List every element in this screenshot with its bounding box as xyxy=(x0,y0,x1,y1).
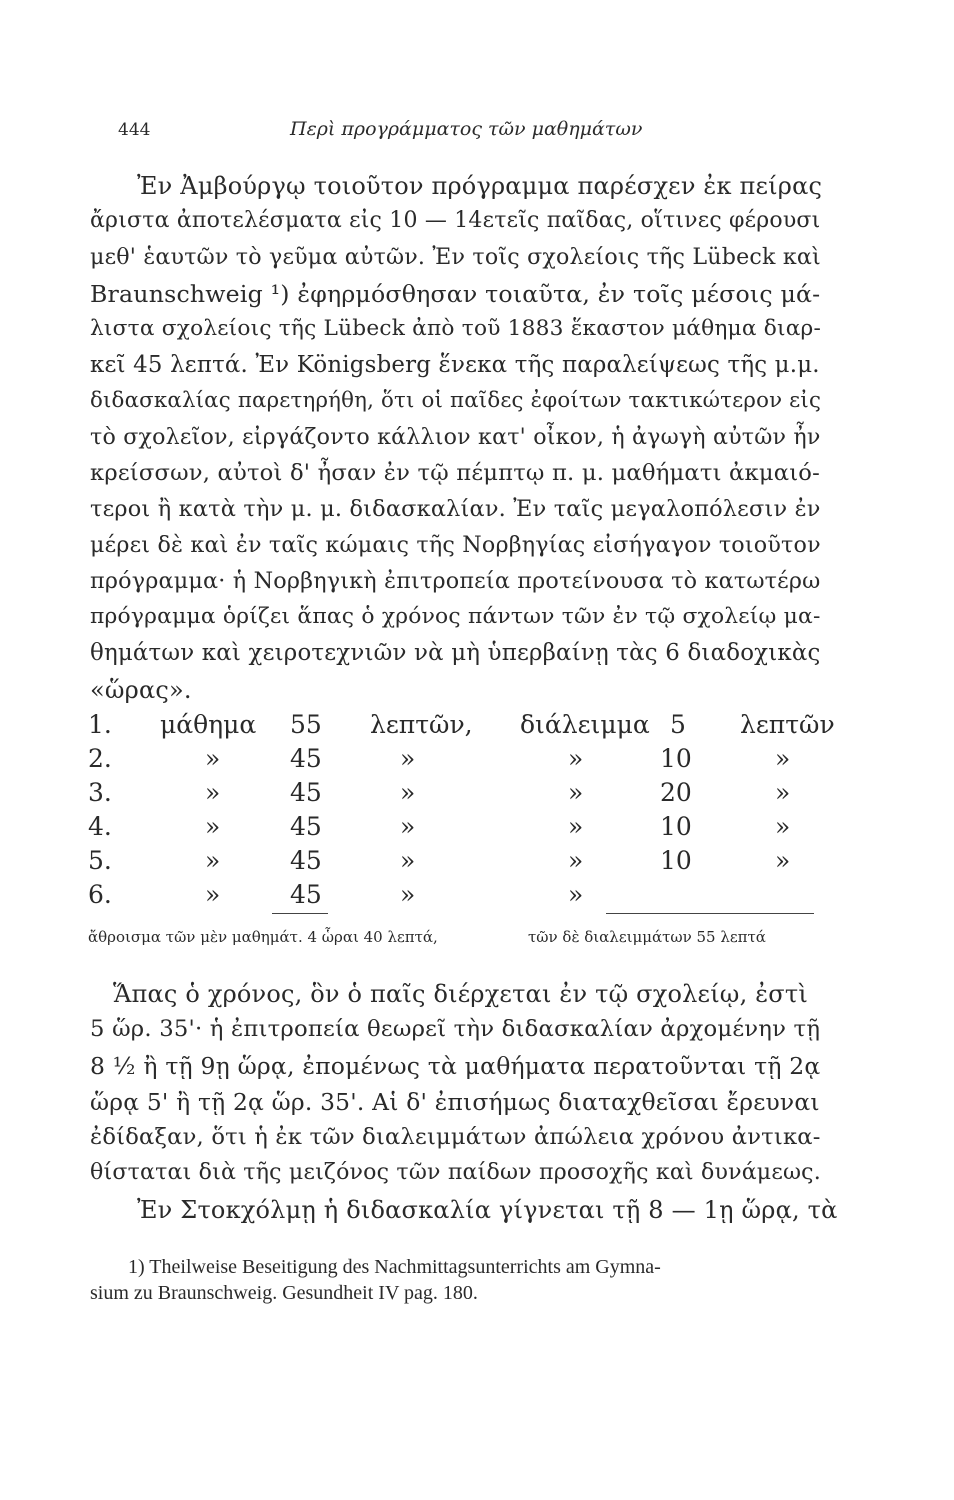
lesson-unit: » xyxy=(400,744,416,773)
footnote-line: sium zu Braunschweig. Gesundheit IV pag. 180. xyxy=(90,1282,478,1304)
text-line: μεθ' ἑαυτῶν τὸ γεῦμα αὐτῶν. Ἐν τοῖς σχολείοις τῆς Lübeck καὶ xyxy=(90,244,821,270)
text-line: θίσταται διὰ τῆς μειζόνος τῶν παίδων προσοχῆς καὶ δυνάμεως. xyxy=(90,1160,821,1185)
page-number: 444 xyxy=(118,120,151,140)
break-label: » xyxy=(568,812,584,841)
text-line: «ὥρας». xyxy=(90,676,192,704)
row-number: 6. xyxy=(88,880,112,909)
lesson-label: » xyxy=(205,778,221,807)
break-minutes: 10 xyxy=(660,846,692,875)
text-line: κεῖ 45 λεπτά. Ἐν Königsberg ἕνεκα τῆς παραλείψεως τῆς μ.μ. xyxy=(90,352,820,378)
break-unit: » xyxy=(775,812,791,841)
row-number: 2. xyxy=(88,744,112,773)
row-number: 3. xyxy=(88,778,112,807)
break-minutes: 10 xyxy=(660,812,692,841)
break-minutes: 5 xyxy=(670,710,686,739)
break-label: » xyxy=(568,778,584,807)
sum-rule-breaks xyxy=(606,913,814,914)
lesson-unit: » xyxy=(400,812,416,841)
text-line: Braunschweig ¹) ἐφηρμόσθησαν τοιαῦτα, ἐν τοῖς μέσοις μά- xyxy=(90,280,821,308)
break-label: » xyxy=(568,744,584,773)
lesson-unit: λεπτῶν, xyxy=(370,710,473,739)
lesson-minutes: 55 xyxy=(290,710,322,739)
text-line: 5 ὥρ. 35'· ἡ ἐπιτροπεία θεωρεῖ τὴν διδασκαλίαν ἀρχομένην τῇ xyxy=(90,1016,821,1042)
break-unit: » xyxy=(775,744,791,773)
break-label: διάλειμμα xyxy=(520,710,650,739)
lesson-unit: » xyxy=(400,846,416,875)
text-line: 8 ½ ἢ τῇ 9ῃ ὥρᾳ, ἐπομένως τὰ μαθήματα περατοῦνται τῇ 2ᾳ xyxy=(90,1052,821,1080)
text-line: πρόγραμμα· ἡ Νορβηγικὴ ἐπιτροπεία προτείνουσα τὸ κατωτέρω xyxy=(90,568,821,594)
row-number: 5. xyxy=(88,846,112,875)
lesson-label: » xyxy=(205,846,221,875)
footnote-line: 1) Theilweise Beseitigung des Nachmittagsunterrichts am Gymna- xyxy=(128,1256,661,1278)
text-line: τὸ σχολεῖον, εἰργάζοντο κάλλιον κατ' οἶκον, ἡ ἀγωγὴ αὐτῶν ἦν xyxy=(90,424,821,450)
lesson-minutes: 45 xyxy=(290,778,322,807)
text-line: ἐδίδαξαν, ὅτι ἡ ἐκ τῶν διαλειμμάτων ἀπώλεια χρόνου ἀντικα- xyxy=(90,1124,821,1150)
lesson-unit: » xyxy=(400,778,416,807)
break-minutes: 20 xyxy=(660,778,692,807)
text-line: κρείσσων, αὐτοὶ δ' ἦσαν ἐν τῷ πέμπτῳ π. μ. μαθήματι ἀκμαιό- xyxy=(90,460,820,486)
break-unit: λεπτῶν xyxy=(740,710,835,739)
lesson-label: » xyxy=(205,880,221,909)
lesson-unit: » xyxy=(400,880,416,909)
lesson-minutes: 45 xyxy=(290,846,322,875)
text-line: Ἐν Στοκχόλμῃ ἡ διδασκαλία γίγνεται τῇ 8 — 1ῃ ὥρᾳ, τὰ xyxy=(137,1196,838,1224)
text-line: ἄριστα ἀποτελέσματα εἰς 10 — 14ετεῖς παῖδας, οἵτινες φέρουσι xyxy=(90,208,821,233)
break-label: » xyxy=(568,846,584,875)
text-line: λιστα σχολείοις τῆς Lübeck ἀπὸ τοῦ 1883 ἕκαστον μάθημα διαρ- xyxy=(90,316,822,341)
text-line: θημάτων καὶ χειροτεχνιῶν νὰ μὴ ὑπερβαίνῃ τὰς 6 διαδοχικὰς xyxy=(90,640,821,666)
text-line: Ἐν Ἀμβούργῳ τοιοῦτον πρόγραμμα παρέσχεν ἐκ πείρας xyxy=(137,172,823,200)
lesson-label: » xyxy=(205,812,221,841)
running-title: Περὶ προγράμματος τῶν μαθημάτων xyxy=(290,118,643,140)
break-label: » xyxy=(568,880,584,909)
break-unit: » xyxy=(775,778,791,807)
text-line: ὥρᾳ 5' ἢ τῇ 2ᾳ ὥρ. 35'. Αἱ δ' ἐπισήμως διαταχθεῖσαι ἔρευναι xyxy=(90,1088,820,1116)
text-line: τεροι ἢ κατὰ τὴν μ. μ. διδασκαλίαν. Ἐν ταῖς μεγαλοπόλεσιν ἐν xyxy=(90,496,821,522)
break-minutes: 10 xyxy=(660,744,692,773)
text-line: Ἅπας ὁ χρόνος, ὃν ὁ παῖς διέρχεται ἐν τῷ σχολείῳ, ἐστὶ xyxy=(113,980,808,1008)
total-breaks: τῶν δὲ διαλειμμάτων 55 λεπτά xyxy=(528,928,766,946)
sum-rule-lessons xyxy=(272,913,328,914)
lesson-label: » xyxy=(205,744,221,773)
lesson-minutes: 45 xyxy=(290,812,322,841)
lesson-minutes: 45 xyxy=(290,880,322,909)
lesson-minutes: 45 xyxy=(290,744,322,773)
total-lessons: ἄθροισμα τῶν μὲν μαθημάτ. 4 ὧραι 40 λεπτά, xyxy=(88,928,438,946)
text-line: διδασκαλίας παρετηρήθη, ὅτι οἱ παῖδες ἐφοίτων τακτικώτερον εἰς xyxy=(90,388,822,413)
row-number: 1. xyxy=(88,710,112,739)
break-unit: » xyxy=(775,846,791,875)
text-line: μέρει δὲ καὶ ἐν ταῖς κώμαις τῆς Νορβηγίας εἰσήγαγον τοιοῦτον xyxy=(90,532,821,558)
text-line: πρόγραμμα ὁρίζει ἅπας ὁ χρόνος πάντων τῶν ἐν τῷ σχολείῳ μα- xyxy=(90,604,821,629)
row-number: 4. xyxy=(88,812,112,841)
lesson-label: μάθημα xyxy=(160,710,257,739)
